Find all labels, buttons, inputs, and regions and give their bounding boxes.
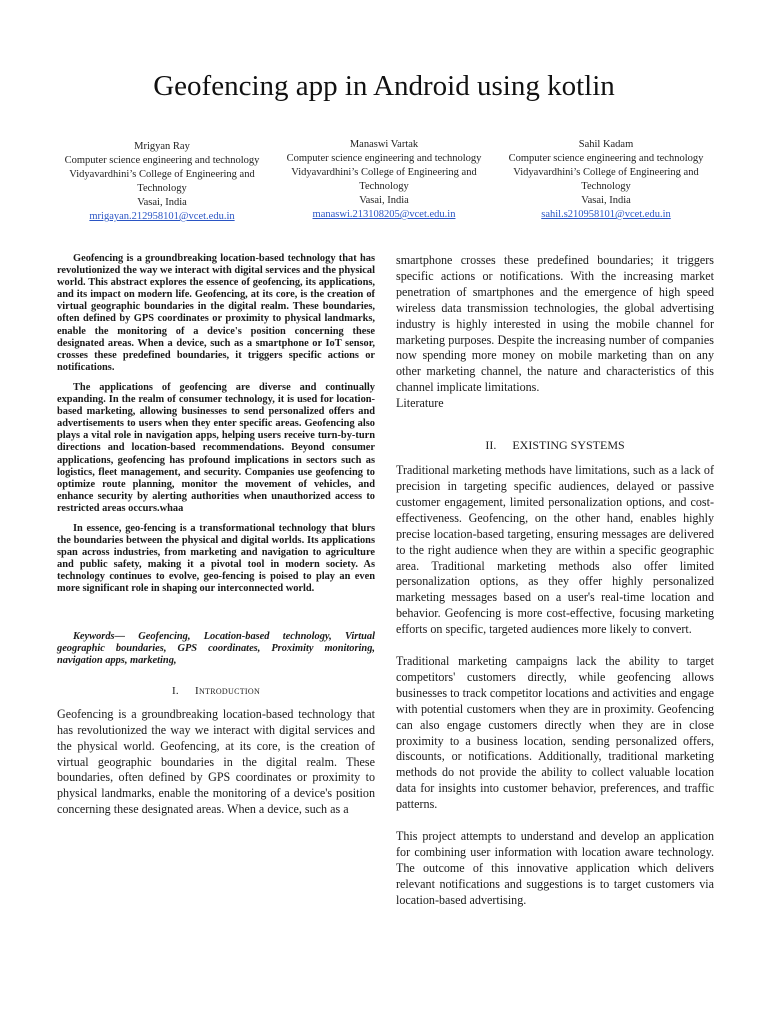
author-location: Vasai, India bbox=[359, 195, 409, 206]
abstract bbox=[57, 253, 375, 596]
section-number: II. bbox=[485, 438, 497, 453]
left-column bbox=[57, 253, 375, 818]
existing-systems-paragraph: Traditional marketing methods have limitations, such as a lack of precision in targeting specific audiences, delayed or passive customer engagement, limited personalization options, and cost-effectiveness. Geofencing, on the other hand, enables highly precise location-based targeting, ensuring messages are delivered to the right audience when they are within a specific geographic area. Traditional marketing methods also offer limited personalization options, as they offer highly personalized marketing messages based on a user's real-time location and behavior. Geofencing is more cost-effective, focusing marketing efforts on specific, targeted audiences more likely to convert. bbox=[396, 463, 714, 637]
section-title: Introduction bbox=[194, 684, 261, 697]
abstract-paragraph: Geofencing is a groundbreaking location-based technology that has revolutionized the way we interact with digital services and the physical world. This abstract explores the essence of geofencing, its applications, and its impact on modern life. Geofencing, at its core, is the creation of virtual geographic boundaries in the digital realm. These boundaries, often defined by GPS coordinates or proximity to physical landmarks, enable the monitoring of a device's position concerning these designated areas. When a device, such as a smartphone or IoT sensor, crosses these predefined boundaries, it triggers specific actions or notifications. bbox=[57, 253, 375, 373]
author-department: Computer science engineering and technology bbox=[64, 155, 260, 166]
author-block-3 bbox=[496, 138, 716, 222]
author-email-link[interactable]: manaswi.213108205@vcet.edu.in bbox=[312, 209, 456, 220]
author-location: Vasai, India bbox=[137, 197, 187, 208]
author-department: Computer science engineering and technology bbox=[286, 153, 482, 164]
author-name: Manaswi Vartak bbox=[349, 139, 419, 150]
author-department: Computer science engineering and technology bbox=[508, 153, 704, 164]
author-email-link[interactable]: sahil.s210958101@vcet.edu.in bbox=[541, 209, 671, 220]
keywords: Keywords— Geofencing, Location-based technology, Virtual geographic boundaries, GPS coordinates, Proximity monitoring, navigation apps, marketing, bbox=[57, 630, 375, 666]
section-heading-existing-systems bbox=[396, 438, 714, 453]
author-college: Vidyavardhini’s College of Engineering and Technology bbox=[513, 167, 699, 192]
author-name: Sahil Kadam bbox=[578, 139, 634, 150]
section-title: EXISTING SYSTEMS bbox=[512, 438, 625, 453]
author-email-link[interactable]: mrigayan.212958101@vcet.edu.in bbox=[89, 211, 235, 222]
section-heading-introduction bbox=[57, 685, 375, 697]
paper-title: Geofencing app in Android using kotlin bbox=[153, 70, 615, 102]
author-block-1 bbox=[52, 140, 272, 224]
author-college: Vidyavardhini’s College of Engineering and Technology bbox=[291, 167, 477, 192]
section-number: I. bbox=[171, 684, 179, 697]
literature-label: Literature bbox=[396, 396, 444, 411]
intro-continuation-paragraph: smartphone crosses these predefined boundaries; it triggers specific actions or notifications. With the increasing market penetration of smartphones and the emergence of high speed wireless data transmission technologies, the global advertising industry is highly interested in using the mobile channel for marketing purposes. Despite the increasing number of companies now spending more money on mobile marketing than on any other marketing channel, the nature and characteristics of this channel implicate limitations. bbox=[396, 253, 714, 395]
right-column bbox=[396, 253, 714, 909]
author-name: Mrigyan Ray bbox=[134, 141, 190, 152]
introduction-paragraph: Geofencing is a groundbreaking location-based technology that has revolutionized the way we interact with digital services and the physical world. Geofencing, at its core, is the creation of virtual geographic boundaries in the digital realm. These boundaries, often defined by GPS coordinates or proximity to physical landmarks, enable the monitoring of a device's position concerning these designated areas. When a device, such as a bbox=[57, 706, 375, 817]
existing-systems-paragraph: This project attempts to understand and develop an application for combining user information with location aware technology. The outcome of this innovative application which delivers relevant notifications and suggestions is to target customers via location-based advertising. bbox=[396, 829, 714, 907]
abstract-paragraph: The applications of geofencing are diverse and continually expanding. In the realm of consumer technology, it is used for location-based marketing, allowing businesses to send personalized offers and advertisements to users when they enter specific areas. Geofencing also plays a vital role in navigation apps, helping users receive turn-by-turn directions and location-based recommendations. Beyond consumer applications, geofencing has profound implications in sectors such as logistics, fleet management, and security. Companies use geofencing to optimize route planning, monitor the movement of vehicles, and enhance security by alerting authorities when unauthorized access to restricted areas occurs.whaa bbox=[57, 381, 375, 514]
existing-systems-paragraph: Traditional marketing campaigns lack the ability to target competitors' customers directly, while geofencing allows businesses to track competitor locations and activities and engage with potential customers when they are in proximity. Geofencing can also engage customers directly when they are in close proximity to a business location, sending personalized offers, discounts, or notifications. Additionally, traditional marketing methods do not provide the ability to collect valuable location data for insights into customer behavior, preferences, and traffic patterns. bbox=[396, 654, 714, 812]
author-location: Vasai, India bbox=[581, 195, 631, 206]
author-college: Vidyavardhini’s College of Engineering and Technology bbox=[69, 169, 255, 194]
author-block-2 bbox=[274, 138, 494, 222]
abstract-paragraph: In essence, geo-fencing is a transformational technology that blurs the boundaries between the physical and digital worlds. Its applications span across industries, from marketing and navigation to agriculture and public safety, making it a pivotal tool in modern society. As technology continues to evolve, geo-fencing is poised to play an even more significant role in shaping our interconnected world. bbox=[57, 522, 375, 595]
